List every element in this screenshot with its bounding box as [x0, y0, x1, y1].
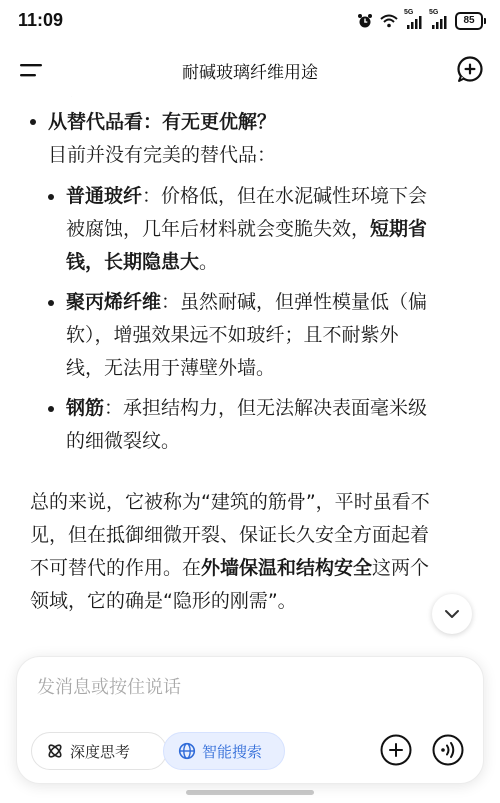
item-text: ：承担结构力，但无法解决表面毫米级: [104, 397, 428, 419]
status-icons: [357, 9, 486, 30]
summary-line: 见，但在抵御细微开裂、保证长久安全方面起着: [30, 524, 430, 546]
deep-think-icon: [46, 742, 64, 760]
plus-icon: [379, 733, 413, 767]
list-item: [48, 180, 468, 279]
summary-emphasis: 外墙保温和结构安全: [201, 557, 373, 579]
signal-label: 5G: [404, 9, 414, 16]
list-item: [48, 286, 468, 385]
bullet-dot: [30, 119, 36, 125]
battery-level: 85: [455, 12, 483, 30]
alarm-icon: [357, 13, 373, 29]
scroll-to-bottom-button[interactable]: [432, 594, 472, 634]
voice-icon: [431, 733, 465, 767]
bullet-heading: 从替代品看：有无更优解？: [48, 111, 277, 133]
item-text: 。: [199, 251, 219, 273]
add-attachment-button[interactable]: [379, 733, 413, 767]
page-title: 耐碱玻璃纤维用途: [182, 63, 318, 83]
item-text: 软），增强效果远不如玻纤；且不耐紫外: [66, 324, 399, 346]
item-text: ：虽然耐碱，但弹性模量低（偏: [161, 291, 428, 313]
list-item: [30, 106, 470, 172]
voice-button[interactable]: [431, 733, 465, 767]
item-text: 被腐蚀，几年后材料就会变脆失效，: [66, 218, 371, 240]
signal-icon: [404, 9, 423, 30]
item-emphasis: 短期省: [370, 218, 428, 240]
battery-icon: [455, 12, 486, 30]
wifi-icon: [380, 14, 398, 28]
item-text: ：价格低，但在水泥碱性环境下会: [142, 185, 428, 207]
deep-think-button[interactable]: [31, 732, 167, 770]
item-text: 的细微裂纹。: [66, 430, 181, 452]
signal-label-2: 5G: [429, 9, 439, 16]
globe-icon: [178, 742, 196, 760]
new-chat-button[interactable]: [454, 54, 486, 86]
item-emphasis: 钱，长期隐患大: [66, 251, 200, 273]
summary-text: 不可替代的作用。在: [30, 557, 202, 579]
item-term: 普通玻纤: [66, 185, 143, 207]
message-input[interactable]: 发消息或按住说话: [37, 677, 181, 698]
smart-search-button[interactable]: [163, 732, 285, 770]
item-term: 聚丙烯纤维: [66, 291, 162, 313]
status-bar: [0, 0, 500, 44]
signal-icon-2: [429, 9, 448, 30]
item-term: 钢筋: [66, 397, 105, 419]
deep-think-label: 深度思考: [70, 742, 131, 761]
summary-text: 这两个: [372, 557, 430, 579]
bullet-subtext: 目前并没有完美的替代品：: [48, 144, 277, 166]
bullet-dot: [48, 300, 54, 306]
item-text: 线，无法用于薄壁外墙。: [66, 357, 276, 379]
summary-line: 总的来说，它被称为“建筑的筋骨”，平时虽看不: [30, 491, 430, 513]
bullet-dot: [48, 406, 54, 412]
summary-paragraph: [30, 486, 480, 618]
message-composer: [16, 656, 484, 784]
summary-line: 领域，它的确是“隐形的刚需”。: [30, 590, 297, 612]
smart-search-label: 智能搜索: [202, 742, 263, 761]
home-indicator: [186, 790, 314, 795]
app-header: [0, 44, 500, 96]
bullet-dot: [48, 194, 54, 200]
new-chat-icon: [454, 54, 486, 86]
chevron-down-icon: [444, 609, 460, 619]
status-time: 11:09: [18, 10, 64, 30]
chat-content[interactable]: [0, 96, 500, 656]
list-item: [48, 392, 468, 458]
